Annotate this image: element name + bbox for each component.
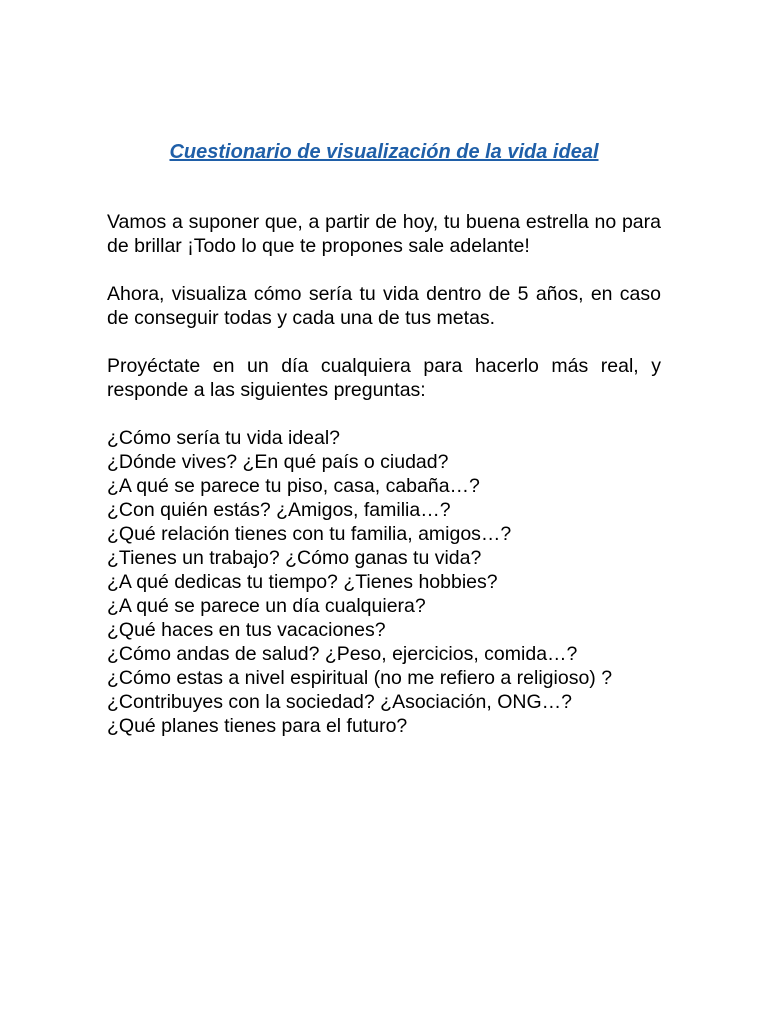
question-item: ¿Dónde vives? ¿En qué país o ciudad?: [107, 451, 449, 473]
paragraph-project: Proyéctate en un día cualquiera para hacerlo más real, y responde a las siguientes preguntas:: [107, 355, 661, 401]
question-item: ¿Qué haces en tus vacaciones?: [107, 619, 386, 641]
question-item: ¿Cómo sería tu vida ideal?: [107, 427, 341, 449]
question-item: ¿Cómo andas de salud? ¿Peso, ejercicios, comida…?: [107, 643, 578, 665]
question-item: ¿Tienes un trabajo? ¿Cómo ganas tu vida?: [107, 547, 482, 569]
question-item: ¿Cómo estas a nivel espiritual (no me refiero a religioso) ?: [107, 667, 613, 689]
question-list: [107, 426, 661, 738]
question-item: ¿A qué se parece un día cualquiera?: [107, 595, 426, 617]
question-item: ¿A qué se parece tu piso, casa, cabaña…?: [107, 475, 480, 497]
paragraph-visualize: Ahora, visualiza cómo sería tu vida dentro de 5 años, en caso de conseguir todas y cada una de tus metas.: [107, 283, 661, 329]
question-item: ¿A qué dedicas tu tiempo? ¿Tienes hobbies?: [107, 571, 498, 593]
question-item: ¿Con quién estás? ¿Amigos, familia…?: [107, 499, 451, 521]
question-item: ¿Qué planes tienes para el futuro?: [107, 715, 408, 737]
document-title: Cuestionario de visualización de la vida ideal: [169, 141, 599, 163]
document-body: [107, 210, 661, 738]
question-item: ¿Contribuyes con la sociedad? ¿Asociación, ONG…?: [107, 691, 572, 713]
paragraph-intro: Vamos a suponer que, a partir de hoy, tu buena estrella no para de brillar ¡Todo lo que te propones sale adelante!: [107, 211, 661, 257]
question-item: ¿Qué relación tienes con tu familia, amigos…?: [107, 523, 512, 545]
